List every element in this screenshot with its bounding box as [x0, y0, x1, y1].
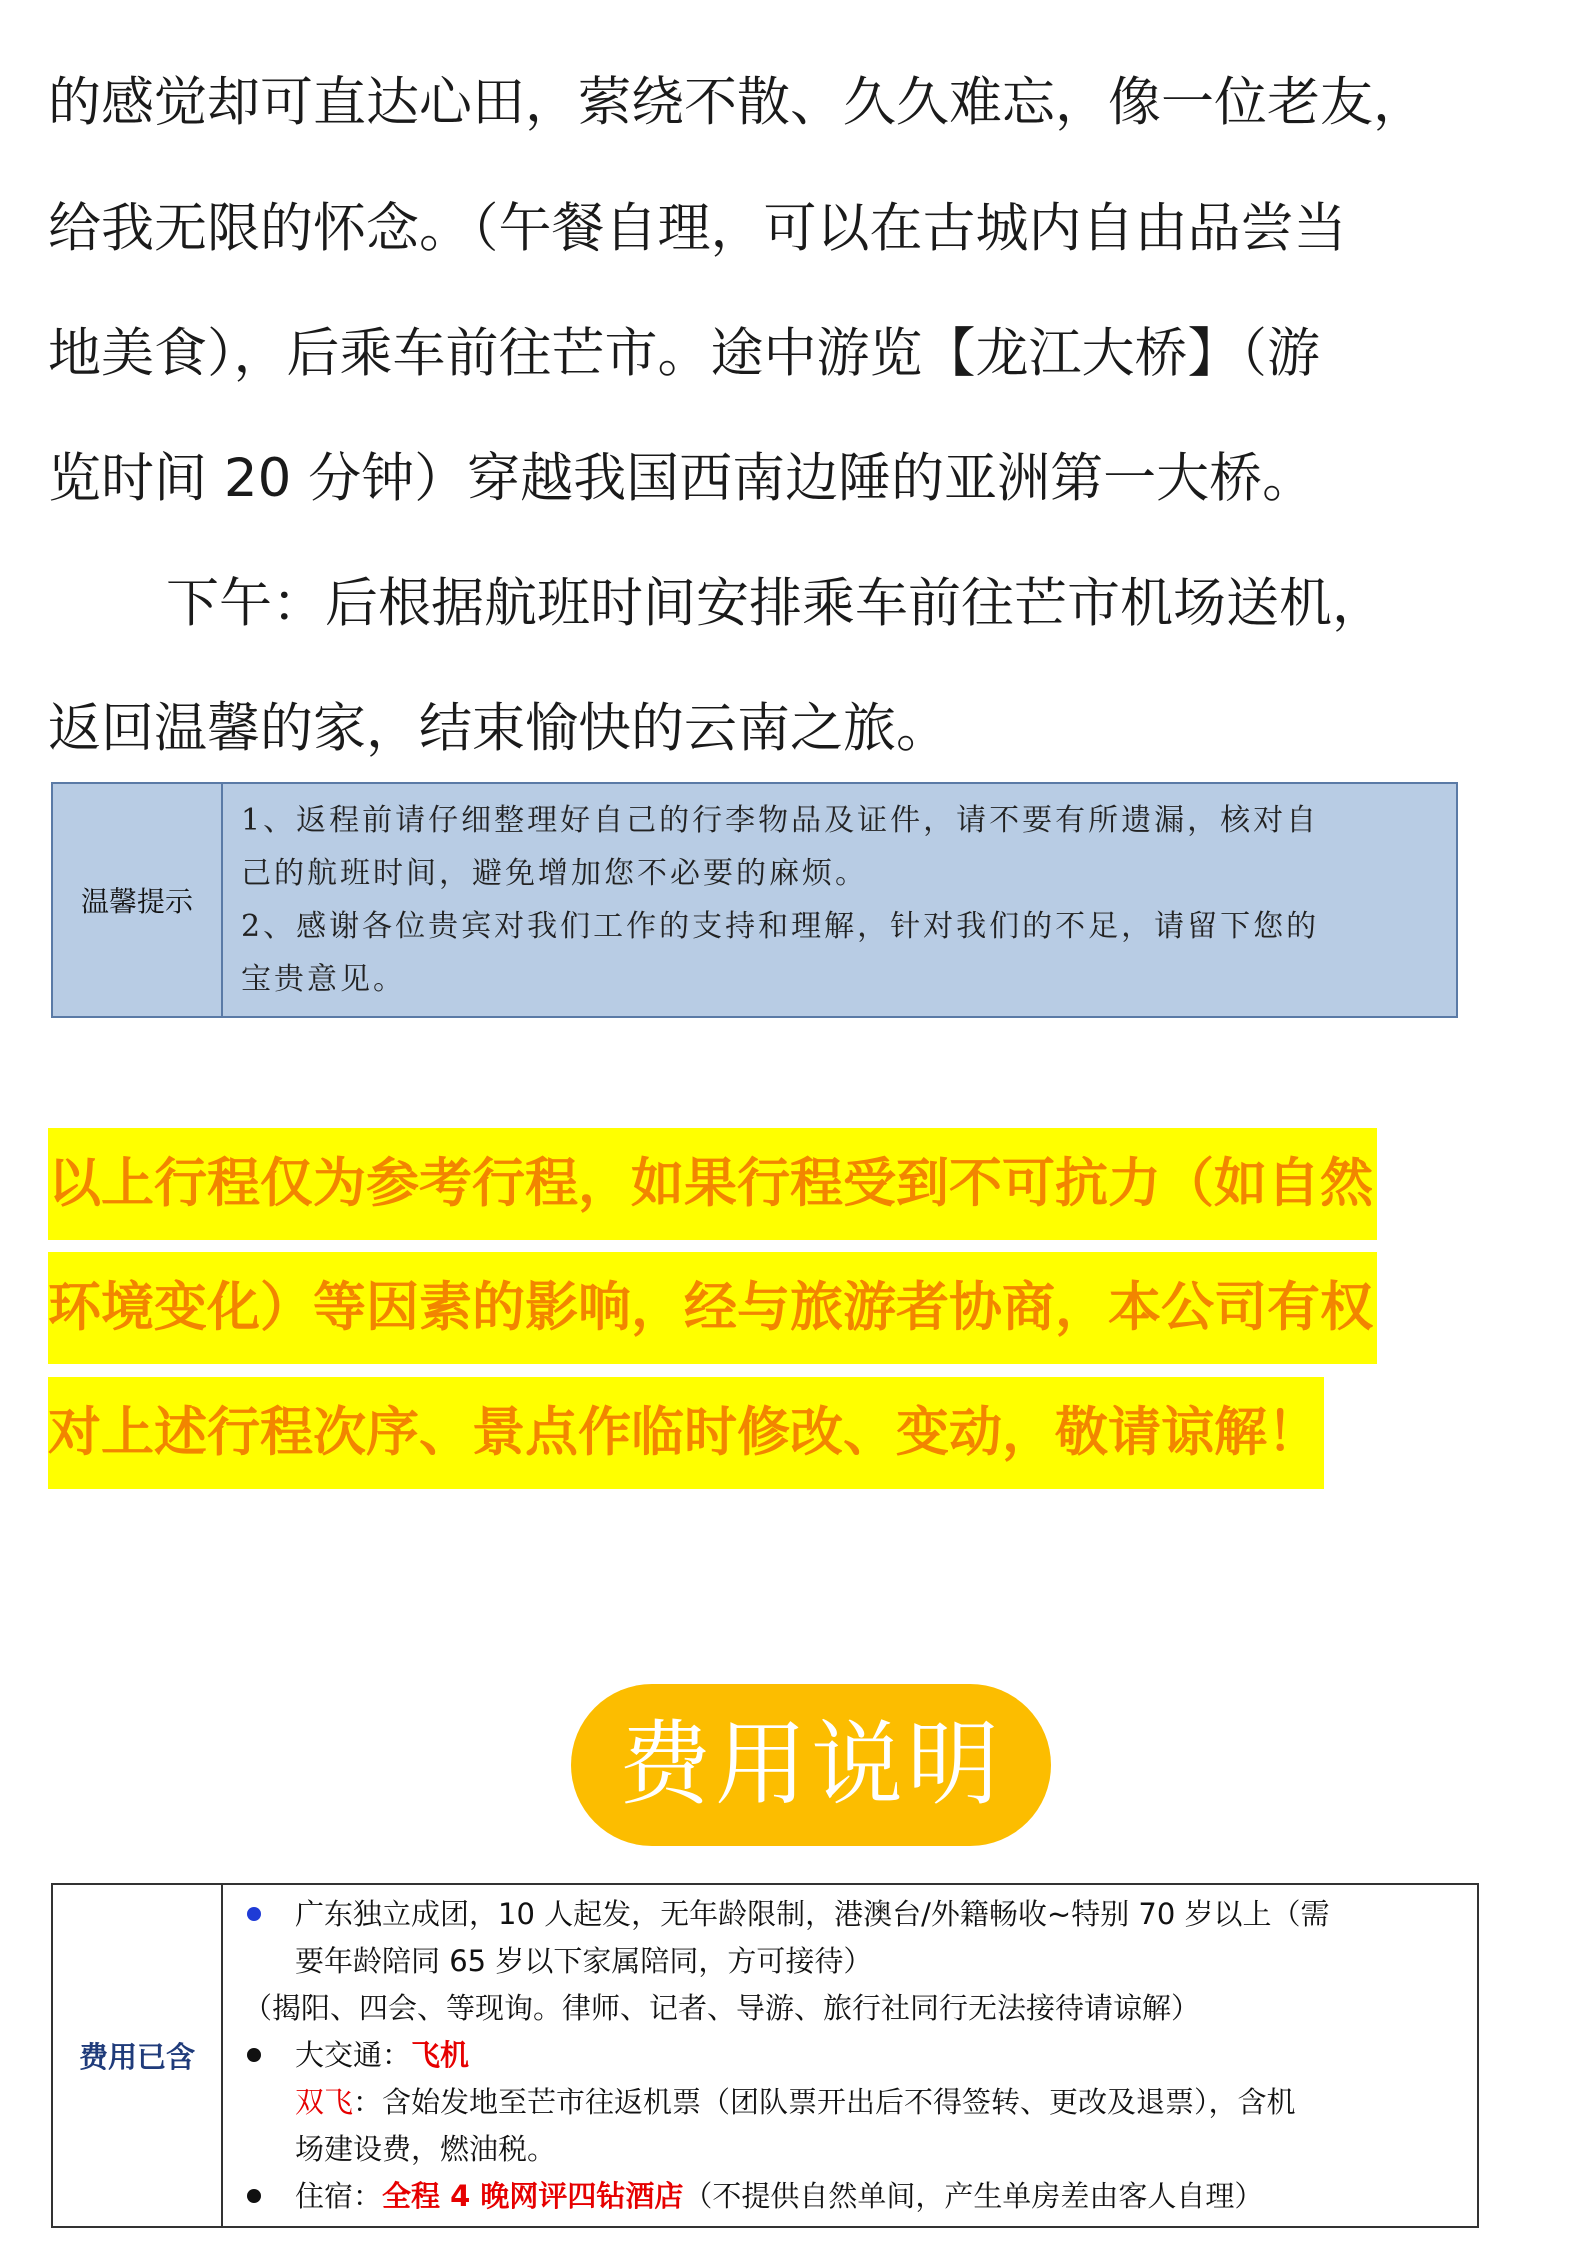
itinerary-line: 地美食），后乘车前往芒市。途中游览【龙江大桥】（游: [48, 323, 1320, 384]
fee-item-transport: [235, 2032, 1465, 2079]
fee-item-hotel: [235, 2173, 1465, 2220]
tip-line: 宝贵意见。: [241, 962, 406, 997]
tip-line: 己的航班时间，避免增加您不必要的麻烦。: [241, 856, 868, 891]
transport-label: 大交通：: [295, 2038, 412, 2072]
bullet-icon: [247, 2048, 261, 2062]
fee-item-group: [235, 1891, 1465, 1938]
disclaimer-line: 以上行程仅为参考行程，如果行程受到不可抗力（如自然: [48, 1128, 1377, 1240]
itinerary-line: 给我无限的怀念。（午餐自理，可以在古城内自由品尝当: [48, 198, 1347, 259]
fee-item-text: 场建设费，燃油税。: [295, 2132, 557, 2166]
disclaimer-line: 对上述行程次序、景点作临时修改、变动，敬请谅解！: [48, 1377, 1324, 1489]
itinerary-line: 览时间 20 分钟）穿越我国西南边陲的亚洲第一大桥。: [48, 448, 1316, 509]
hotel-value: 全程 4 晚网评四钻酒店: [382, 2179, 684, 2213]
warm-tips-content: [222, 783, 1457, 1017]
fee-included-content: [222, 1884, 1478, 2227]
fee-table: [51, 1883, 1479, 2228]
fee-included-label: 费用已含: [52, 1884, 222, 2227]
tip-line: 2、感谢各位贵宾对我们工作的支持和理解，针对我们的不足，请留下您的: [241, 909, 1320, 944]
itinerary-line: 的感觉却可直达心田，萦绕不散、久久难忘，像一位老友，: [48, 72, 1426, 133]
disclaimer-line: 环境变化）等因素的影响，经与旅游者协商，本公司有权: [48, 1252, 1377, 1364]
itinerary-line: 返回温馨的家，结束愉快的云南之旅。: [48, 698, 949, 759]
flight-text: ：含始发地至芒市往返机票（团队票开出后不得签转、更改及退票），含机: [353, 2085, 1296, 2119]
section-title-badge: 费用说明: [571, 1684, 1051, 1846]
fee-item-text: 广东独立成团，10 人起发，无年龄限制，港澳台/外籍畅收~特别 70 岁以上（需: [295, 1897, 1330, 1931]
fee-item-text: 要年龄陪同 65 岁以下家属陪同，方可接待）: [295, 1944, 873, 1978]
flight-label: 双飞: [295, 2085, 354, 2119]
warm-tips-table: [51, 782, 1458, 1018]
fee-item-flight: [235, 2079, 1465, 2126]
warm-tips-label: 温馨提示: [52, 783, 222, 1017]
transport-value: 飞机: [411, 2038, 470, 2072]
bullet-icon: [247, 2189, 261, 2203]
hotel-label: 住宿：: [295, 2179, 383, 2213]
fee-item-text: （揭阳、四会、等现询。律师、记者、导游、旅行社同行无法接待请谅解）: [243, 1991, 1201, 2025]
tip-line: 1、返程前请仔细整理好自己的行李物品及证件，请不要有所遗漏，核对自: [241, 803, 1320, 838]
bullet-icon: [247, 1907, 261, 1921]
itinerary-line: 下午：后根据航班时间安排乘车前往芒市机场送机，: [166, 573, 1385, 634]
hotel-note: （不提供自然单间，产生单房差由客人自理）: [683, 2179, 1264, 2213]
